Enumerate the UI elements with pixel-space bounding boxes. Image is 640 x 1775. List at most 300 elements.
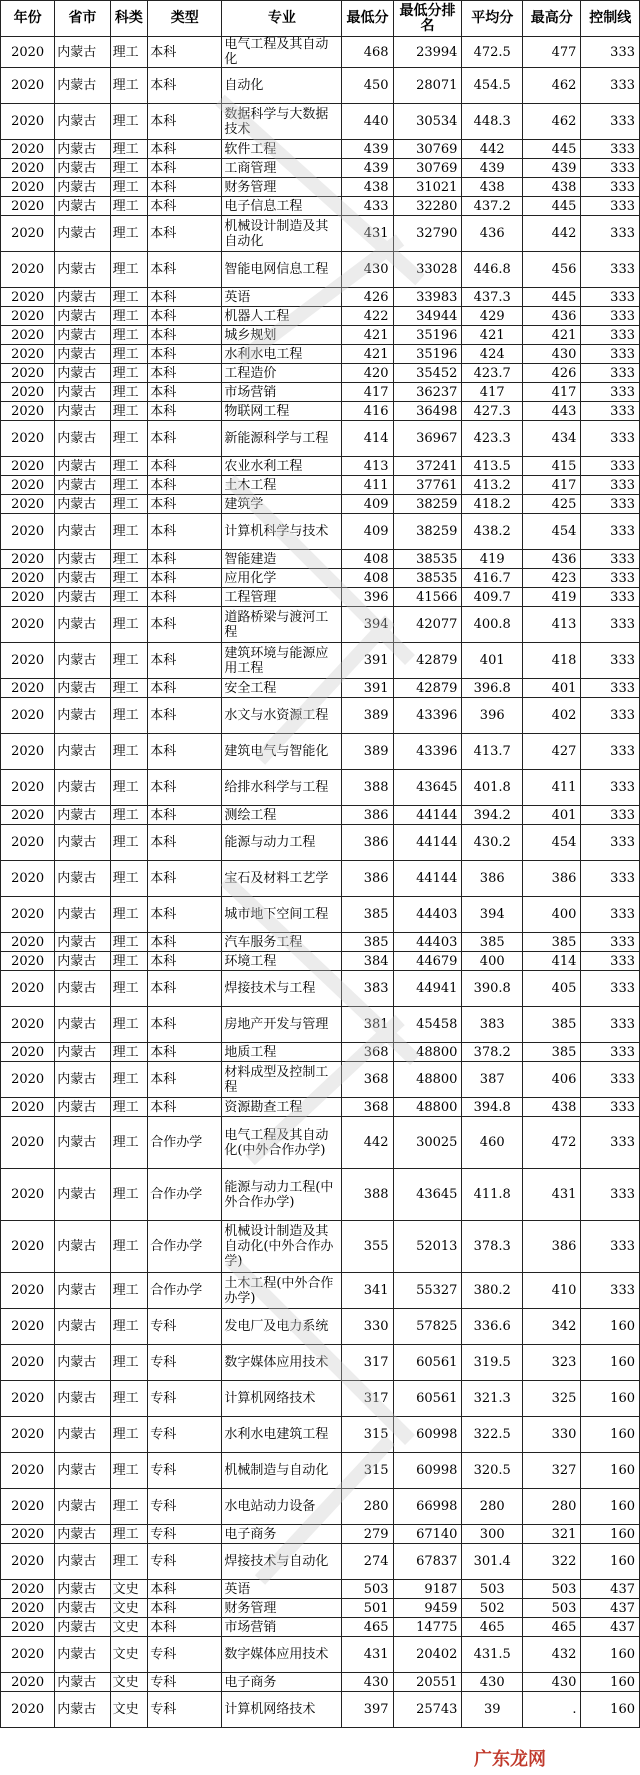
cell-min-rank: 66998 [393, 1489, 462, 1525]
cell-min-rank: 52013 [393, 1221, 462, 1273]
cell-min-rank: 33028 [393, 252, 462, 288]
cell-year: 2020 [1, 1098, 55, 1117]
cell-avg-score: 280 [462, 1489, 523, 1525]
cell-province: 内蒙古 [55, 1117, 110, 1169]
cell-type: 本科 [148, 1599, 222, 1618]
cell-type: 本科 [148, 588, 222, 607]
cell-control-line: 437 [581, 1618, 640, 1637]
cell-max-score: 401 [522, 806, 580, 825]
cell-major: 智能电网信息工程 [222, 252, 342, 288]
cell-control-line: 333 [581, 326, 640, 345]
cell-major: 农业水利工程 [222, 457, 342, 476]
cell-control-line: 160 [581, 1637, 640, 1673]
cell-min-rank: 67140 [393, 1525, 462, 1544]
cell-min-score: 396 [342, 588, 393, 607]
cell-type: 本科 [148, 1580, 222, 1599]
cell-avg-score: 378.3 [462, 1221, 523, 1273]
cell-avg-score: 320.5 [462, 1453, 523, 1489]
table-row [1, 216, 640, 252]
cell-min-score: 388 [342, 770, 393, 806]
cell-year: 2020 [1, 1043, 55, 1062]
cell-major: 水文与水资源工程 [222, 698, 342, 734]
cell-min-rank: 44941 [393, 971, 462, 1007]
cell-subject: 理工 [110, 495, 148, 514]
cell-type: 本科 [148, 1043, 222, 1062]
cell-min-rank: 14775 [393, 1618, 462, 1637]
cell-control-line: 333 [581, 159, 640, 178]
cell-max-score: 418 [522, 643, 580, 679]
cell-min-score: 408 [342, 569, 393, 588]
cell-subject: 理工 [110, 383, 148, 402]
cell-min-score: 355 [342, 1221, 393, 1273]
cell-control-line: 437 [581, 1580, 640, 1599]
cell-min-score: 408 [342, 550, 393, 569]
table-row [1, 68, 640, 104]
cell-major: 机械制造与自动化 [222, 1453, 342, 1489]
cell-type: 本科 [148, 476, 222, 495]
cell-subject: 理工 [110, 1381, 148, 1417]
cell-subject: 理工 [110, 1309, 148, 1345]
cell-province: 内蒙古 [55, 421, 110, 457]
table-row [1, 104, 640, 140]
cell-max-score: 400 [522, 897, 580, 933]
cell-avg-score: 502 [462, 1599, 523, 1618]
cell-province: 内蒙古 [55, 569, 110, 588]
header-major: 专业 [222, 1, 342, 37]
cell-min-score: 421 [342, 326, 393, 345]
cell-min-rank: 44403 [393, 933, 462, 952]
cell-province: 内蒙古 [55, 288, 110, 307]
cell-max-score: 425 [522, 495, 580, 514]
cell-subject: 理工 [110, 68, 148, 104]
cell-type: 本科 [148, 345, 222, 364]
cell-type: 本科 [148, 770, 222, 806]
cell-major: 数字媒体应用技术 [222, 1345, 342, 1381]
cell-year: 2020 [1, 345, 55, 364]
cell-control-line: 333 [581, 252, 640, 288]
cell-major: 建筑学 [222, 495, 342, 514]
cell-control-line: 333 [581, 806, 640, 825]
cell-min-rank: 42879 [393, 679, 462, 698]
cell-type: 专科 [148, 1637, 222, 1673]
cell-year: 2020 [1, 1381, 55, 1417]
table-row [1, 861, 640, 897]
cell-min-rank: 30534 [393, 104, 462, 140]
cell-avg-score: 401 [462, 643, 523, 679]
cell-avg-score: 386 [462, 861, 523, 897]
cell-control-line: 333 [581, 861, 640, 897]
cell-control-line: 333 [581, 1062, 640, 1098]
cell-major: 工商管理 [222, 159, 342, 178]
cell-province: 内蒙古 [55, 252, 110, 288]
cell-subject: 文史 [110, 1599, 148, 1618]
table-row [1, 140, 640, 159]
cell-control-line: 333 [581, 952, 640, 971]
cell-year: 2020 [1, 1525, 55, 1544]
cell-max-score: 327 [522, 1453, 580, 1489]
cell-subject: 理工 [110, 861, 148, 897]
cell-min-rank: 42879 [393, 643, 462, 679]
cell-max-score: 321 [522, 1525, 580, 1544]
cell-min-score: 501 [342, 1599, 393, 1618]
cell-max-score: 414 [522, 952, 580, 971]
cell-major: 电子信息工程 [222, 197, 342, 216]
cell-max-score: 439 [522, 159, 580, 178]
cell-province: 内蒙古 [55, 457, 110, 476]
cell-control-line: 160 [581, 1345, 640, 1381]
cell-year: 2020 [1, 326, 55, 345]
cell-avg-score: 396.8 [462, 679, 523, 698]
cell-year: 2020 [1, 216, 55, 252]
cell-year: 2020 [1, 588, 55, 607]
table-row [1, 1098, 640, 1117]
cell-avg-score: 383 [462, 1007, 523, 1043]
cell-type: 本科 [148, 383, 222, 402]
cell-subject: 文史 [110, 1637, 148, 1673]
cell-major: 给排水科学与工程 [222, 770, 342, 806]
cell-type: 本科 [148, 734, 222, 770]
table-row [1, 1169, 640, 1221]
cell-province: 内蒙古 [55, 1273, 110, 1309]
cell-province: 内蒙古 [55, 1169, 110, 1221]
cell-province: 内蒙古 [55, 476, 110, 495]
cell-control-line: 333 [581, 679, 640, 698]
cell-min-score: 442 [342, 1117, 393, 1169]
cell-control-line: 160 [581, 1692, 640, 1728]
cell-major: 数字媒体应用技术 [222, 1637, 342, 1673]
cell-subject: 理工 [110, 1273, 148, 1309]
cell-min-score: 420 [342, 364, 393, 383]
cell-max-score: 445 [522, 197, 580, 216]
cell-min-rank: 45458 [393, 1007, 462, 1043]
cell-min-rank: 38259 [393, 495, 462, 514]
cell-province: 内蒙古 [55, 402, 110, 421]
cell-type: 专科 [148, 1525, 222, 1544]
cell-type: 本科 [148, 495, 222, 514]
cell-year: 2020 [1, 1544, 55, 1580]
header-province: 省市 [55, 1, 110, 37]
cell-subject: 文史 [110, 1618, 148, 1637]
cell-min-score: 386 [342, 806, 393, 825]
cell-avg-score: 438.2 [462, 514, 523, 550]
cell-subject: 理工 [110, 806, 148, 825]
cell-major: 材料成型及控制工程 [222, 1062, 342, 1098]
cell-major: 机器人工程 [222, 307, 342, 326]
cell-subject: 理工 [110, 1489, 148, 1525]
cell-control-line: 333 [581, 37, 640, 68]
cell-avg-score: 400.8 [462, 607, 523, 643]
table-row [1, 1007, 640, 1043]
cell-type: 专科 [148, 1345, 222, 1381]
cell-type: 本科 [148, 307, 222, 326]
cell-min-rank: 41566 [393, 588, 462, 607]
cell-min-score: 416 [342, 402, 393, 421]
cell-major: 能源与动力工程(中外合作办学) [222, 1169, 342, 1221]
cell-max-score: 423 [522, 569, 580, 588]
cell-control-line: 333 [581, 421, 640, 457]
cell-min-score: 389 [342, 734, 393, 770]
cell-type: 本科 [148, 457, 222, 476]
cell-type: 本科 [148, 104, 222, 140]
cell-province: 内蒙古 [55, 1544, 110, 1580]
cell-year: 2020 [1, 698, 55, 734]
cell-subject: 理工 [110, 643, 148, 679]
table-body [1, 37, 640, 1728]
cell-province: 内蒙古 [55, 1062, 110, 1098]
cell-max-score: 410 [522, 1273, 580, 1309]
cell-control-line: 333 [581, 140, 640, 159]
cell-min-score: 465 [342, 1618, 393, 1637]
table-row [1, 1273, 640, 1309]
cell-type: 专科 [148, 1544, 222, 1580]
cell-year: 2020 [1, 68, 55, 104]
cell-avg-score: 413.5 [462, 457, 523, 476]
cell-year: 2020 [1, 1673, 55, 1692]
cell-year: 2020 [1, 252, 55, 288]
table-row [1, 1221, 640, 1273]
cell-control-line: 437 [581, 1599, 640, 1618]
cell-max-score: 325 [522, 1381, 580, 1417]
cell-subject: 文史 [110, 1692, 148, 1728]
cell-control-line: 160 [581, 1673, 640, 1692]
cell-avg-score: 454.5 [462, 68, 523, 104]
cell-control-line: 333 [581, 825, 640, 861]
cell-year: 2020 [1, 1345, 55, 1381]
table-row [1, 933, 640, 952]
table-row [1, 514, 640, 550]
cell-subject: 理工 [110, 770, 148, 806]
cell-min-rank: 44144 [393, 861, 462, 897]
cell-control-line: 160 [581, 1417, 640, 1453]
cell-year: 2020 [1, 643, 55, 679]
cell-avg-score: 472.5 [462, 37, 523, 68]
table-header-row [1, 1, 640, 37]
cell-avg-score: 396 [462, 698, 523, 734]
cell-province: 内蒙古 [55, 140, 110, 159]
cell-province: 内蒙古 [55, 307, 110, 326]
cell-subject: 理工 [110, 550, 148, 569]
table-row [1, 326, 640, 345]
cell-province: 内蒙古 [55, 495, 110, 514]
table-row [1, 607, 640, 643]
cell-max-score: 323 [522, 1345, 580, 1381]
cell-max-score: 438 [522, 178, 580, 197]
cell-avg-score: 427.3 [462, 402, 523, 421]
cell-control-line: 333 [581, 607, 640, 643]
cell-min-rank: 38535 [393, 550, 462, 569]
cell-min-score: 450 [342, 68, 393, 104]
cell-control-line: 333 [581, 1098, 640, 1117]
cell-type: 本科 [148, 68, 222, 104]
cell-province: 内蒙古 [55, 104, 110, 140]
cell-year: 2020 [1, 140, 55, 159]
cell-avg-score: 419 [462, 550, 523, 569]
cell-major: 土木工程 [222, 476, 342, 495]
cell-avg-score: 413.2 [462, 476, 523, 495]
table-row [1, 1345, 640, 1381]
cell-year: 2020 [1, 514, 55, 550]
cell-major: 智能建造 [222, 550, 342, 569]
cell-control-line: 333 [581, 288, 640, 307]
cell-province: 内蒙古 [55, 1043, 110, 1062]
cell-subject: 理工 [110, 897, 148, 933]
cell-major: 英语 [222, 1580, 342, 1599]
cell-control-line: 333 [581, 345, 640, 364]
table-row [1, 402, 640, 421]
cell-major: 电子商务 [222, 1673, 342, 1692]
cell-control-line: 333 [581, 1117, 640, 1169]
cell-avg-score: 448.3 [462, 104, 523, 140]
cell-major: 焊接技术与工程 [222, 971, 342, 1007]
cell-min-rank: 38259 [393, 514, 462, 550]
cell-subject: 理工 [110, 1062, 148, 1098]
cell-province: 内蒙古 [55, 1007, 110, 1043]
cell-min-score: 397 [342, 1692, 393, 1728]
cell-max-score: 385 [522, 933, 580, 952]
cell-type: 合作办学 [148, 1221, 222, 1273]
cell-min-rank: 23994 [393, 37, 462, 68]
cell-avg-score: 378.2 [462, 1043, 523, 1062]
cell-max-score: 322 [522, 1544, 580, 1580]
cell-max-score: 436 [522, 307, 580, 326]
cell-subject: 理工 [110, 1525, 148, 1544]
cell-major: 计算机网络技术 [222, 1692, 342, 1728]
cell-min-score: 409 [342, 514, 393, 550]
cell-min-score: 386 [342, 825, 393, 861]
table-row [1, 307, 640, 326]
cell-type: 本科 [148, 1007, 222, 1043]
cell-type: 本科 [148, 607, 222, 643]
header-control-line: 控制线 [581, 1, 640, 37]
cell-control-line: 333 [581, 178, 640, 197]
cell-max-score: 438 [522, 1098, 580, 1117]
cell-subject: 理工 [110, 288, 148, 307]
cell-control-line: 333 [581, 933, 640, 952]
cell-max-score: 415 [522, 457, 580, 476]
cell-year: 2020 [1, 770, 55, 806]
cell-control-line: 333 [581, 550, 640, 569]
cell-avg-score: 411.8 [462, 1169, 523, 1221]
cell-major: 财务管理 [222, 178, 342, 197]
cell-type: 本科 [148, 421, 222, 457]
cell-max-score: 385 [522, 1007, 580, 1043]
table-row [1, 1618, 640, 1637]
cell-year: 2020 [1, 679, 55, 698]
cell-control-line: 333 [581, 971, 640, 1007]
cell-min-score: 280 [342, 1489, 393, 1525]
cell-min-score: 503 [342, 1580, 393, 1599]
cell-control-line: 333 [581, 514, 640, 550]
cell-year: 2020 [1, 495, 55, 514]
cell-subject: 理工 [110, 1221, 148, 1273]
cell-min-score: 394 [342, 607, 393, 643]
cell-subject: 理工 [110, 1098, 148, 1117]
cell-major: 道路桥梁与渡河工程 [222, 607, 342, 643]
cell-max-score: 431 [522, 1169, 580, 1221]
cell-major: 工程造价 [222, 364, 342, 383]
cell-min-rank: 37241 [393, 457, 462, 476]
cell-subject: 理工 [110, 197, 148, 216]
table-row [1, 1309, 640, 1345]
cell-type: 本科 [148, 971, 222, 1007]
cell-province: 内蒙古 [55, 1309, 110, 1345]
cell-subject: 文史 [110, 1673, 148, 1692]
cell-max-score: 417 [522, 476, 580, 495]
cell-province: 内蒙古 [55, 861, 110, 897]
cell-province: 内蒙古 [55, 643, 110, 679]
cell-min-rank: 25743 [393, 1692, 462, 1728]
cell-min-score: 409 [342, 495, 393, 514]
cell-min-rank: 36237 [393, 383, 462, 402]
cell-control-line: 333 [581, 698, 640, 734]
cell-control-line: 333 [581, 402, 640, 421]
cell-major: 焊接技术与自动化 [222, 1544, 342, 1580]
cell-avg-score: 394 [462, 897, 523, 933]
cell-max-score: 442 [522, 216, 580, 252]
cell-province: 内蒙古 [55, 679, 110, 698]
cell-subject: 理工 [110, 698, 148, 734]
cell-major: 物联网工程 [222, 402, 342, 421]
cell-avg-score: 301.4 [462, 1544, 523, 1580]
cell-min-rank: 35452 [393, 364, 462, 383]
table-row [1, 1544, 640, 1580]
cell-min-score: 385 [342, 933, 393, 952]
cell-year: 2020 [1, 1637, 55, 1673]
cell-subject: 理工 [110, 679, 148, 698]
cell-year: 2020 [1, 550, 55, 569]
cell-max-score: 434 [522, 421, 580, 457]
cell-control-line: 160 [581, 1453, 640, 1489]
cell-subject: 理工 [110, 1417, 148, 1453]
cell-province: 内蒙古 [55, 1618, 110, 1637]
cell-avg-score: 430.2 [462, 825, 523, 861]
cell-min-rank: 43645 [393, 770, 462, 806]
cell-avg-score: 39 [462, 1692, 523, 1728]
cell-year: 2020 [1, 1417, 55, 1453]
cell-min-score: 330 [342, 1309, 393, 1345]
cell-major: 建筑电气与智能化 [222, 734, 342, 770]
cell-control-line: 333 [581, 1043, 640, 1062]
cell-min-score: 383 [342, 971, 393, 1007]
cell-type: 本科 [148, 252, 222, 288]
cell-year: 2020 [1, 1169, 55, 1221]
cell-control-line: 160 [581, 1309, 640, 1345]
cell-subject: 理工 [110, 933, 148, 952]
cell-subject: 理工 [110, 216, 148, 252]
cell-subject: 理工 [110, 345, 148, 364]
table-row [1, 1637, 640, 1673]
cell-year: 2020 [1, 1599, 55, 1618]
table-row [1, 1599, 640, 1618]
table-row [1, 971, 640, 1007]
table-row [1, 1043, 640, 1062]
header-type: 类型 [148, 1, 222, 37]
cell-min-score: 417 [342, 383, 393, 402]
cell-province: 内蒙古 [55, 734, 110, 770]
cell-min-score: 411 [342, 476, 393, 495]
cell-control-line: 333 [581, 569, 640, 588]
table-row [1, 476, 640, 495]
cell-province: 内蒙古 [55, 588, 110, 607]
cell-max-score: 417 [522, 383, 580, 402]
table-row [1, 698, 640, 734]
cell-control-line: 333 [581, 364, 640, 383]
cell-year: 2020 [1, 1117, 55, 1169]
cell-subject: 理工 [110, 607, 148, 643]
cell-province: 内蒙古 [55, 1221, 110, 1273]
cell-subject: 理工 [110, 1043, 148, 1062]
cell-min-rank: 44144 [393, 806, 462, 825]
